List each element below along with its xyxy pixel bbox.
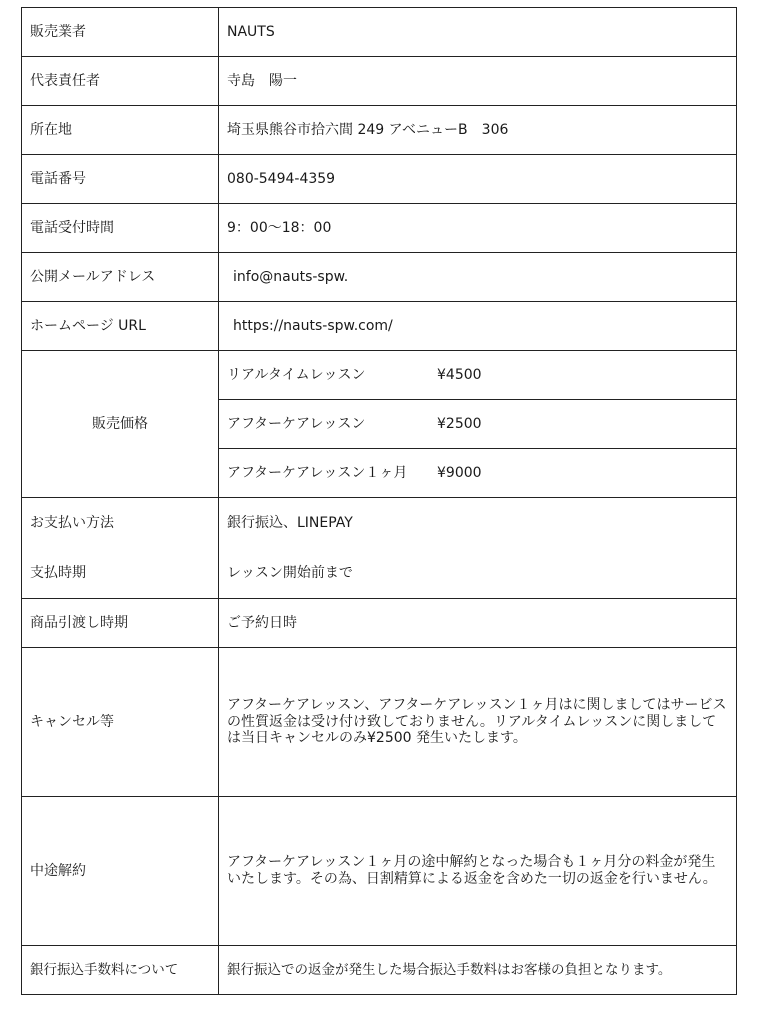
- price-item-amount: ¥2500: [437, 415, 482, 432]
- price-item-name: アフターケアレッスン１ヶ月: [227, 464, 408, 481]
- hours-value: 9：00〜18：00: [219, 204, 737, 253]
- price-item-amount: ¥4500: [437, 366, 482, 383]
- price-item-amount: ¥9000: [437, 464, 482, 481]
- address-value: 埼玉県熊谷市拾六間 249 アベニューB 306: [219, 106, 737, 155]
- payment-timing-value: レッスン開始前まで: [227, 565, 353, 581]
- homepage-label: ホームページ URL: [22, 302, 219, 351]
- address-label: 所在地: [22, 106, 219, 155]
- representative-value: 寺島 陽一: [219, 57, 737, 106]
- commerce-disclosure-table: [21, 7, 737, 995]
- price-item-name: リアルタイムレッスン: [227, 366, 366, 383]
- cancel-label: キャンセル等: [22, 648, 219, 797]
- price-item: [219, 351, 737, 400]
- table-row-email: [22, 253, 737, 302]
- delivery-value: ご予約日時: [219, 599, 737, 648]
- phone-label: 電話番号: [22, 155, 219, 204]
- table-row-seller: [22, 8, 737, 57]
- table-row-price-1: [22, 351, 737, 400]
- price-item-name: アフターケアレッスン: [227, 415, 366, 432]
- table-row-payment: [22, 498, 737, 599]
- payment-label-cell: [22, 498, 219, 599]
- payment-timing-label: 支払時期: [30, 565, 86, 581]
- table-row-cancel: [22, 648, 737, 797]
- homepage-link[interactable]: https://nauts-spw.com/: [233, 317, 393, 334]
- cancel-value: アフターケアレッスン、アフターケアレッスン１ヶ月はに関しましてはサービスの性質返金は受け付け致しておりません。リアルタイムレッスンに関しましては当日キャンセルのみ¥2500 発生いたします。: [219, 648, 737, 797]
- price-item: [219, 400, 737, 449]
- termination-label: 中途解約: [22, 797, 219, 946]
- payment-method-value: 銀行振込、LINEPAY: [227, 515, 353, 531]
- table-row-representative: [22, 57, 737, 106]
- homepage-cell: [219, 302, 737, 351]
- table-row-termination: [22, 797, 737, 946]
- delivery-label: 商品引渡し時期: [22, 599, 219, 648]
- seller-label: 販売業者: [22, 8, 219, 57]
- table-row-delivery: [22, 599, 737, 648]
- table-row-address: [22, 106, 737, 155]
- email-label: 公開メールアドレス: [22, 253, 219, 302]
- termination-value: アフターケアレッスン１ヶ月の途中解約となった場合も１ヶ月分の料金が発生いたします。その為、日割精算による返金を含めた一切の返金を行いません。: [219, 797, 737, 946]
- representative-label: 代表責任者: [22, 57, 219, 106]
- bank-fee-value: 銀行振込での返金が発生した場合振込手数料はお客様の負担となります。: [219, 946, 737, 995]
- payment-value-cell: [219, 498, 737, 599]
- price-label: 販売価格: [22, 351, 219, 498]
- email-cell: [219, 253, 737, 302]
- table-row-phone: [22, 155, 737, 204]
- seller-value: NAUTS: [219, 8, 737, 57]
- payment-method-label: お支払い方法: [30, 515, 114, 531]
- bank-fee-label: 銀行振込手数料について: [22, 946, 219, 995]
- price-item: [219, 449, 737, 498]
- email-link[interactable]: info@nauts-spw.: [233, 268, 349, 285]
- table-row-hours: [22, 204, 737, 253]
- phone-value: 080-5494-4359: [219, 155, 737, 204]
- hours-label: 電話受付時間: [22, 204, 219, 253]
- table-row-homepage: [22, 302, 737, 351]
- table-row-bank-fee: [22, 946, 737, 995]
